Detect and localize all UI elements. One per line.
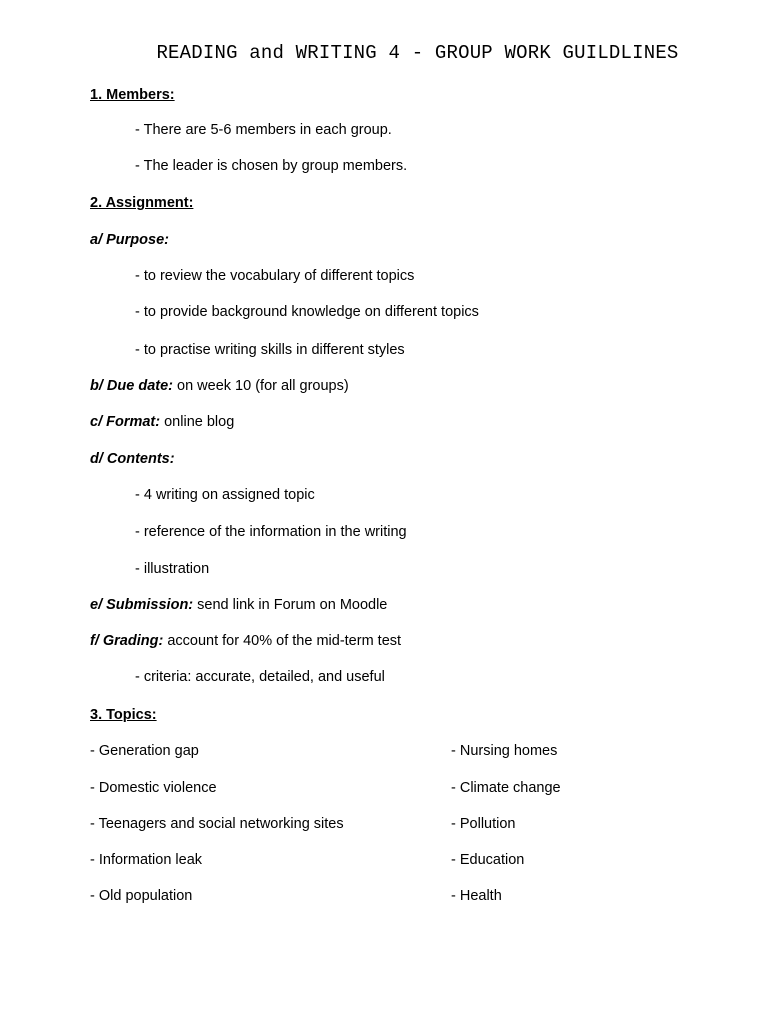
- contents-label: d/ Contents:: [90, 451, 175, 467]
- topic-item-right: - Nursing homes: [451, 743, 558, 759]
- members-item: - There are 5-6 members in each group.: [135, 122, 392, 138]
- purpose-item: - to practise writing skills in different styles: [135, 342, 405, 358]
- purpose-item: - to review the vocabulary of different topics: [135, 268, 415, 284]
- document-title: READING and WRITING 4 - GROUP WORK GUILDLINES: [156, 42, 679, 64]
- contents-item: - 4 writing on assigned topic: [135, 487, 315, 503]
- topic-item-left: - Generation gap: [90, 743, 199, 759]
- due-date-value: on week 10 (for all groups): [172, 378, 349, 394]
- topic-item-left: - Domestic violence: [90, 780, 217, 796]
- purpose-label: a/ Purpose:: [90, 232, 169, 248]
- grading-value: account for 40% of the mid-term test: [163, 633, 402, 649]
- grading-label: f/ Grading:: [90, 633, 164, 649]
- grading-line: [90, 632, 401, 650]
- topic-item-right: - Climate change: [451, 780, 561, 796]
- format-label: c/ Format:: [90, 414, 161, 430]
- submission-value: send link in Forum on Moodle: [193, 597, 388, 613]
- purpose-item: - to provide background knowledge on different topics: [135, 304, 479, 320]
- members-item: - The leader is chosen by group members.: [135, 158, 408, 174]
- contents-item: - reference of the information in the writing: [135, 524, 407, 540]
- topics-heading: 3. Topics:: [90, 707, 157, 723]
- topic-item-left: - Teenagers and social networking sites: [90, 816, 344, 832]
- due-date-line: [90, 377, 349, 395]
- topic-item-right: - Pollution: [451, 816, 516, 832]
- submission-label: e/ Submission:: [90, 597, 194, 613]
- assignment-heading: 2. Assignment:: [90, 195, 194, 211]
- contents-item: - illustration: [135, 561, 210, 577]
- due-date-label: b/ Due date:: [90, 378, 173, 394]
- grading-criteria: - criteria: accurate, detailed, and useful: [135, 669, 385, 685]
- topic-item-right: - Health: [451, 888, 502, 904]
- topic-item-left: - Old population: [90, 888, 193, 904]
- submission-line: [90, 596, 387, 614]
- format-line: [90, 413, 234, 431]
- topic-item-left: - Information leak: [90, 852, 203, 868]
- topic-item-right: - Education: [451, 852, 525, 868]
- format-value: online blog: [160, 414, 235, 430]
- members-heading: 1. Members:: [90, 87, 175, 103]
